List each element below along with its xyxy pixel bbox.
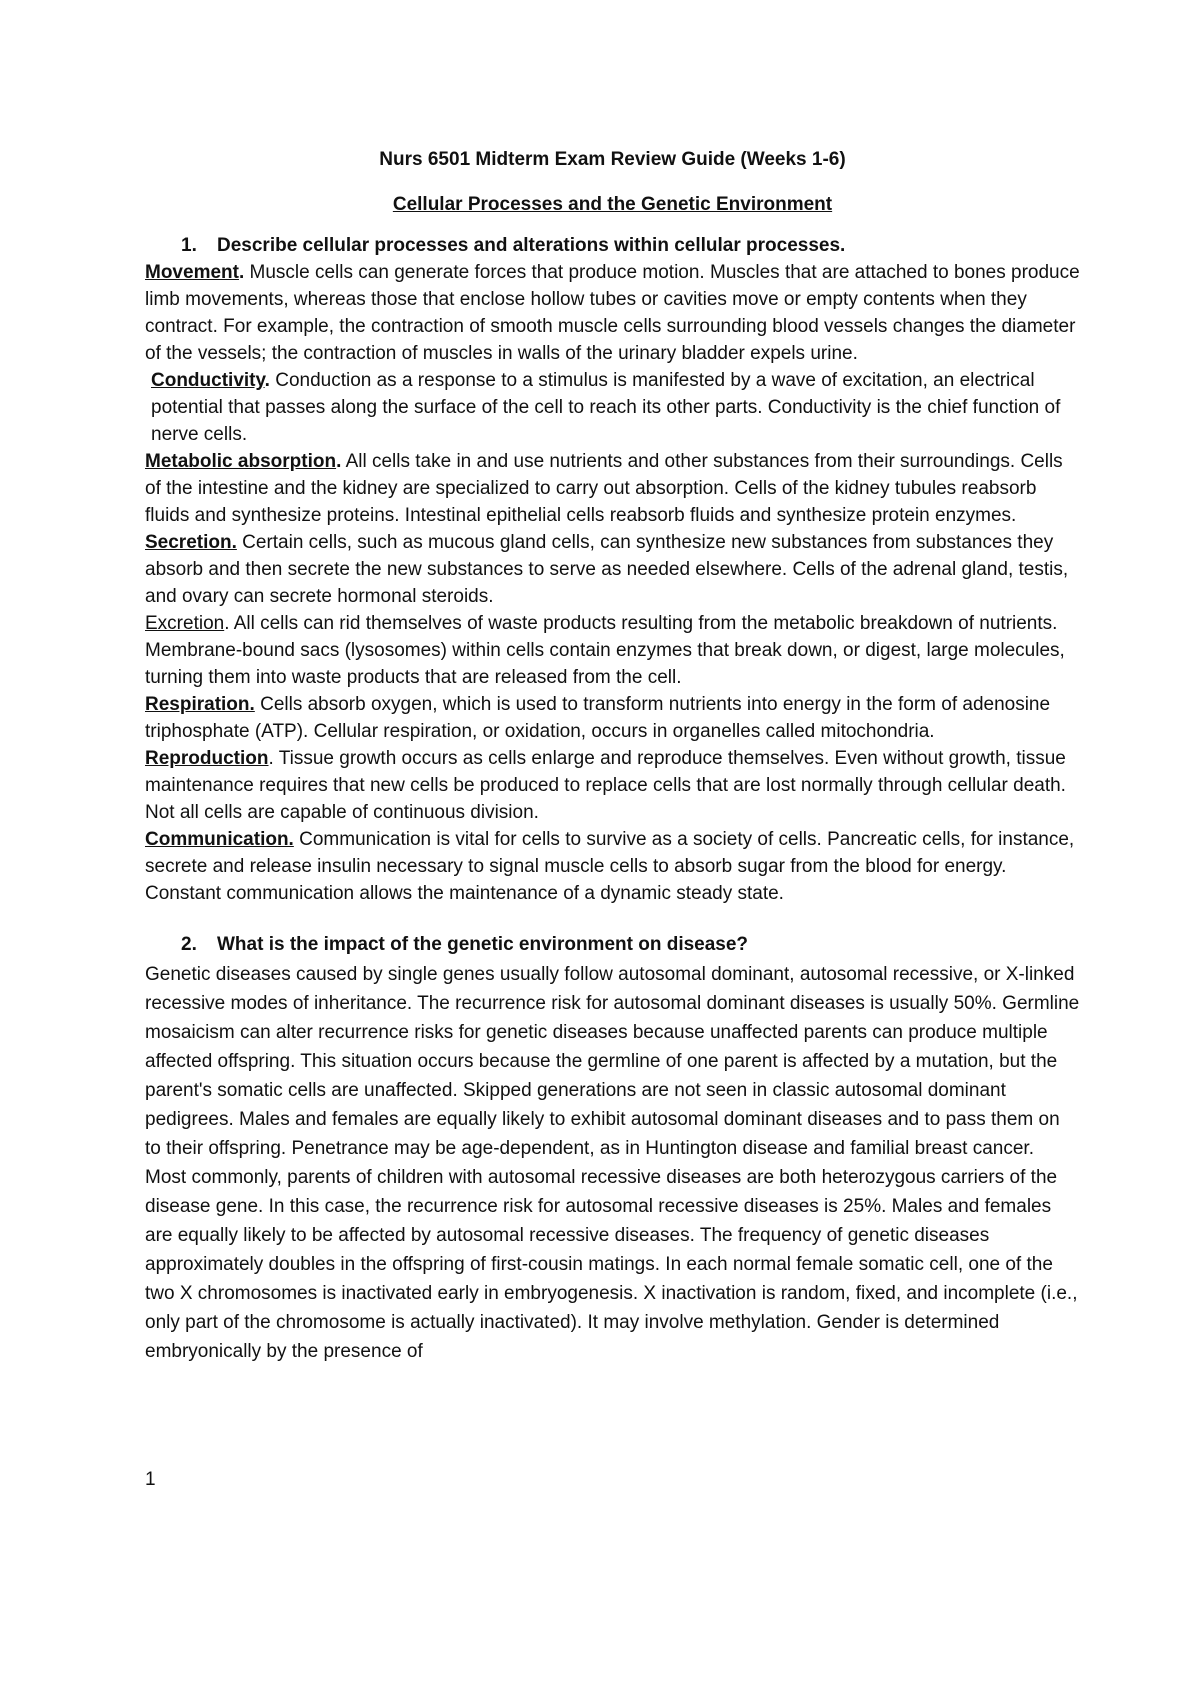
process-text-respiration: Cells absorb oxygen, which is used to transform nutrients into energy in the form of adenosine triphosphate (ATP). Cellular respiration, or oxidation, occurs in organelles called mitochondria. bbox=[145, 694, 1051, 742]
process-paragraph-excretion bbox=[145, 610, 1080, 691]
process-term-reproduction: Reproduction bbox=[145, 748, 269, 769]
question-1-text: Describe cellular processes and alterations within cellular processes. bbox=[217, 235, 846, 256]
process-paragraph-respiration bbox=[145, 691, 1080, 745]
process-term-respiration: Respiration. bbox=[145, 694, 255, 715]
process-term-punct: . bbox=[238, 262, 245, 283]
process-term-conductivity: Conductivity bbox=[151, 370, 265, 391]
process-term-secretion: Secretion. bbox=[145, 532, 237, 553]
process-text-metabolic-absorption: All cells take in and use nutrients and other substances from their surroundings. Cells of the intestine and the kidney are specialized to carry out absorption. Cells of the kidney tubules reabsorb fluids and synthesize proteins. Intestinal epithelial cells reabsorb fluids and synthesize protein enzymes. bbox=[145, 451, 1063, 526]
process-term-communication: Communication. bbox=[145, 829, 294, 850]
page-number: 1 bbox=[145, 1469, 156, 1490]
process-term-punct: . bbox=[224, 613, 230, 634]
process-paragraph-conductivity bbox=[145, 367, 1080, 448]
document-title: Nurs 6501 Midterm Exam Review Guide (Weeks 1-6) bbox=[379, 149, 846, 170]
process-text-conductivity: Conduction as a response to a stimulus is manifested by a wave of excitation, an electrical potential that passes along the surface of the cell to reach its other parts. Conductivity is the chief function of nerve cells. bbox=[151, 370, 1061, 445]
page-content bbox=[145, 146, 1080, 1366]
process-paragraph-movement bbox=[145, 259, 1080, 367]
process-term-excretion: Excretion bbox=[145, 613, 225, 634]
question-2-number: 2. bbox=[181, 934, 197, 955]
process-term-punct: . bbox=[268, 748, 274, 769]
process-text-reproduction: Tissue growth occurs as cells enlarge and reproduce themselves. Even without growth, tissue maintenance requires that new cells be produced to replace cells that are lost normally through cellular death. Not all cells are capable of continuous division. bbox=[145, 748, 1066, 823]
process-term-metabolic-absorption: Metabolic absorption bbox=[145, 451, 337, 472]
process-paragraph-metabolic-absorption bbox=[145, 448, 1080, 529]
section-title: Cellular Processes and the Genetic Environment bbox=[392, 194, 833, 215]
process-text-communication: Communication is vital for cells to survive as a society of cells. Pancreatic cells, for instance, secrete and release insulin necessary to signal muscle cells to absorb sugar from the blood for energy. Constant communication allows the maintenance of a dynamic steady state. bbox=[145, 829, 1075, 904]
question-2-heading bbox=[145, 931, 1080, 958]
question-2-text: What is the impact of the genetic environment on disease? bbox=[217, 934, 749, 955]
process-paragraph-secretion bbox=[145, 529, 1080, 610]
process-term-movement: Movement bbox=[145, 262, 239, 283]
process-text-secretion: Certain cells, such as mucous gland cells, can synthesize new substances from substances they absorb and then secrete the new substances to serve as needed elsewhere. Cells of the adrenal gland, testis, and ovary can secrete hormonal steroids. bbox=[145, 532, 1069, 607]
question-1-number: 1. bbox=[181, 235, 197, 256]
process-paragraph-reproduction bbox=[145, 745, 1080, 826]
process-paragraph-communication bbox=[145, 826, 1080, 907]
process-term-punct: . bbox=[336, 451, 342, 472]
genetic-environment-paragraph: Genetic diseases caused by single genes usually follow autosomal dominant, autosomal recessive, or X-linked recessive modes of inheritance. The recurrence risk for autosomal dominant diseases is usually 50%. Germline mosaicism can alter recurrence risks for genetic diseases because unaffected parents can produce multiple affected offspring. This situation occurs because the germline of one parent is affected by a mutation, but the parent's somatic cells are unaffected. Skipped generations are not seen in classic autosomal dominant pedigrees. Males and females are equally likely to exhibit autosomal dominant diseases and to pass them on to their offspring. Penetrance may be age-dependent, as in Huntington disease and familial breast cancer. Most commonly, parents of children with autosomal recessive diseases are both heterozygous carriers of the disease gene. In this case, the recurrence risk for autosomal recessive diseases is 25%. Males and females are equally likely to be affected by autosomal recessive diseases. The frequency of genetic diseases approximately doubles in the offspring of first-cousin matings. In each normal female somatic cell, one of the two X chromosomes is inactivated early in embryogenesis. X inactivation is random, fixed, and incomplete (i.e., only part of the chromosome is actually inactivated). It may involve methylation. Gender is determined embryonically by the presence of bbox=[145, 964, 1080, 1362]
process-text-movement: Muscle cells can generate forces that produce motion. Muscles that are attached to bones produce limb movements, whereas those that enclose hollow tubes or cavities move or empty contents when they contract. For example, the contraction of smooth muscle cells surrounding blood vessels changes the diameter of the vessels; the contraction of muscles in walls of the urinary bladder expels urine. bbox=[145, 262, 1080, 364]
process-term-punct: . bbox=[264, 370, 270, 391]
question-1-heading bbox=[145, 232, 1080, 259]
process-text-excretion: All cells can rid themselves of waste products resulting from the metabolic breakdown of nutrients. Membrane-bound sacs (lysosomes) within cells contain enzymes that break down, or digest, large molecules, turning them into waste products that are released from the cell. bbox=[145, 613, 1065, 688]
